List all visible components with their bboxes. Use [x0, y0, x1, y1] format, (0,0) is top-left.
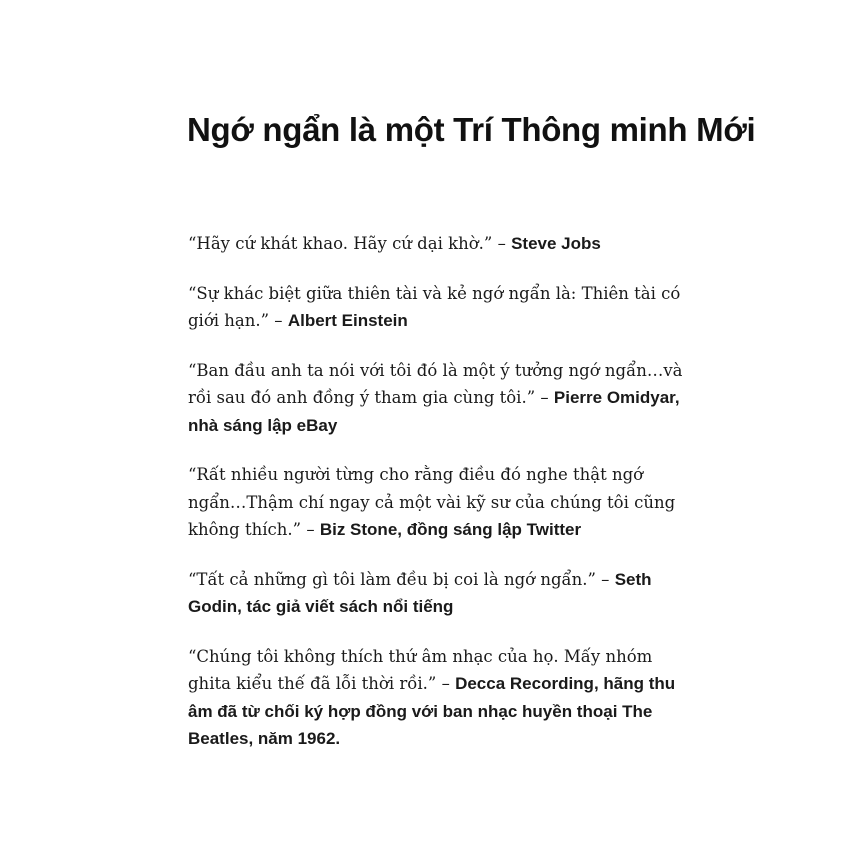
quote-steve-jobs	[188, 230, 688, 258]
quote-text: “Hãy cứ khát khao. Hãy cứ dại khờ.” –	[188, 234, 512, 253]
quote-text: “Chúng tôi không thích thứ âm nhạc của họ. Mấy nhóm ghita kiểu thế đã lỗi thời rồi.” –	[188, 646, 653, 693]
quote-decca-recording	[188, 643, 688, 753]
quote-text: “Sự khác biệt giữa thiên tài và kẻ ngớ ngẩn là: Thiên tài có giới hạn.” –	[188, 283, 681, 330]
page-title: Ngớ ngẩn là một Trí Thông minh Mới	[187, 111, 756, 148]
quote-attribution: Biz Stone, đồng sáng lập Twitter	[319, 520, 582, 539]
quote-attribution: Albert Einstein	[287, 311, 408, 330]
quote-text: “Tất cả những gì tôi làm đều bị coi là ngớ ngẩn.” –	[188, 569, 615, 589]
quote-biz-stone	[188, 461, 688, 544]
quote-text: “Ban đầu anh ta nói với tôi đó là một ý tưởng ngớ ngẩn…và rồi sau đó anh đồng ý tham gia cùng tôi.” –	[188, 360, 683, 407]
quote-list	[188, 230, 688, 775]
quote-attribution: Decca Recording, hãng thu âm đã từ chối ký hợp đồng với ban nhạc huyền thoại The Beatles, năm 1962.	[188, 674, 676, 748]
quote-attribution: Pierre Omidyar, nhà sáng lập eBay	[188, 388, 680, 435]
quote-seth-godin	[188, 566, 688, 621]
quote-pierre-omidyar	[188, 357, 688, 440]
quote-albert-einstein	[188, 280, 688, 335]
quote-text: “Rất nhiều người từng cho rằng điều đó nghe thật ngớ ngẩn…Thậm chí ngay cả một vài kỹ sư của chúng tôi cũng không thích.” –	[188, 465, 676, 539]
quote-attribution: Steve Jobs	[511, 234, 601, 253]
quote-attribution: Seth Godin, tác giả viết sách nổi tiếng	[188, 569, 652, 616]
